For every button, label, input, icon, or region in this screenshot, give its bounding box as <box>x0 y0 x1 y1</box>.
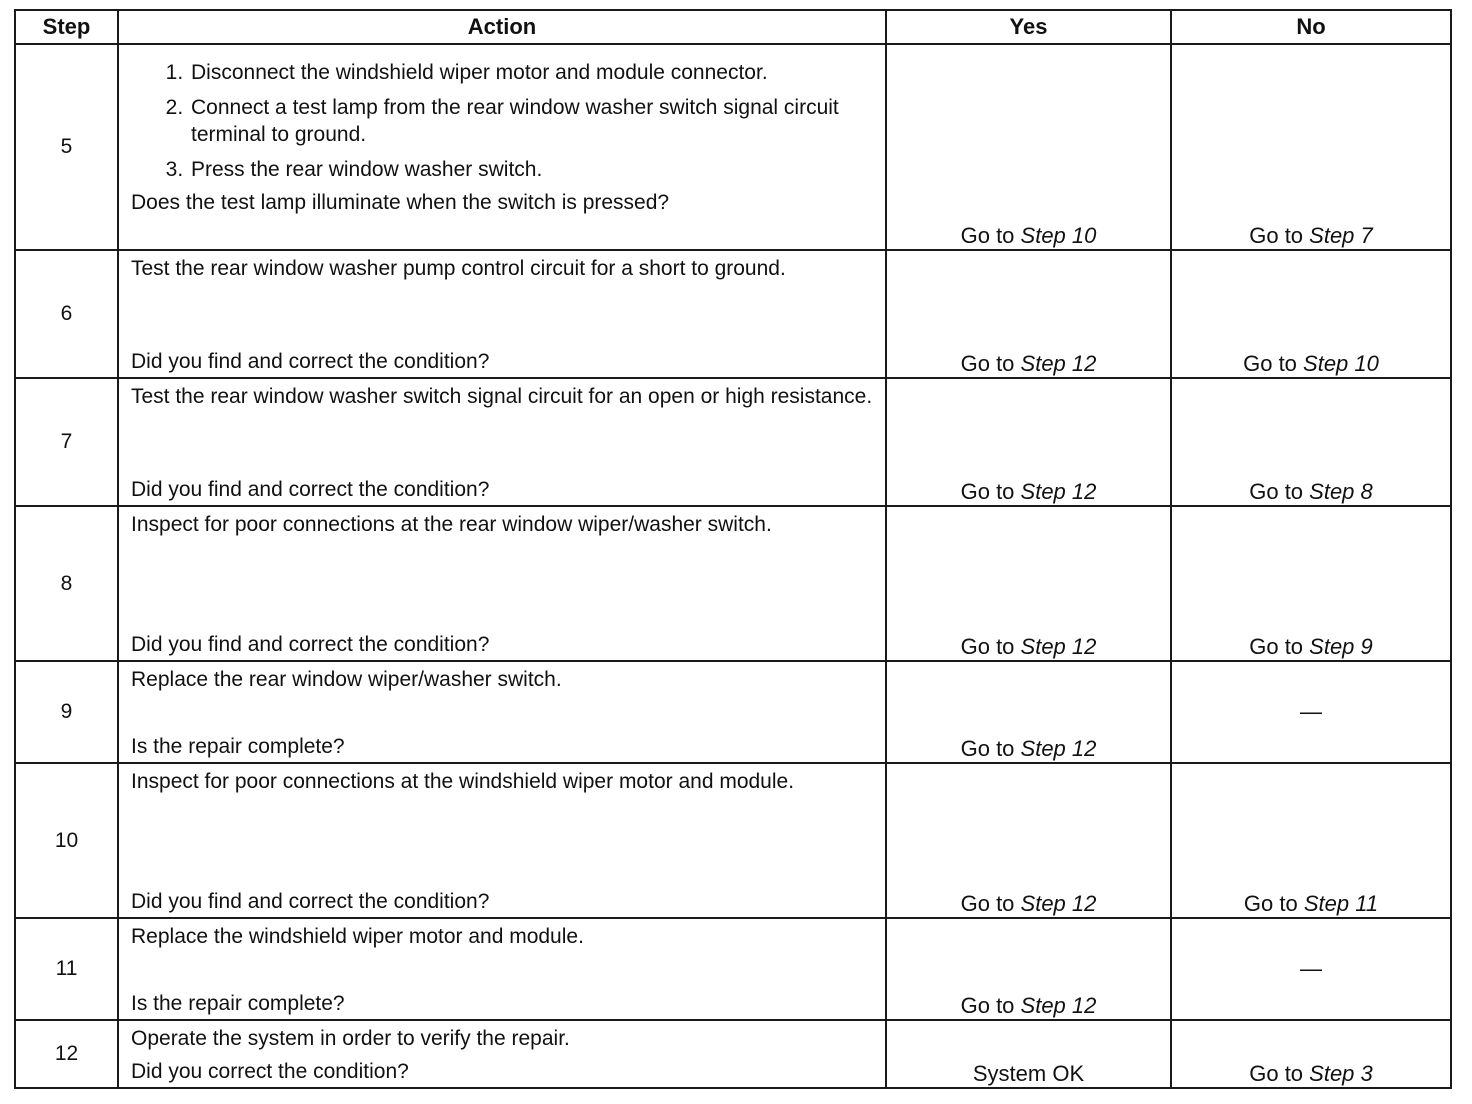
action-cell <box>118 250 886 378</box>
header-yes: Yes <box>886 10 1171 44</box>
action-cell <box>118 44 886 250</box>
no-result <box>1171 250 1451 378</box>
yes-result <box>886 918 1171 1020</box>
yes-result <box>886 763 1171 918</box>
yes-prefix: Go to <box>960 634 1021 659</box>
table-row-step-6 <box>15 250 1451 378</box>
question-text: Did you find and correct the condition? <box>131 890 490 913</box>
yes-result <box>886 378 1171 506</box>
no-step-link: Step 8 <box>1309 479 1373 504</box>
yes-step-link: Step 12 <box>1020 479 1097 504</box>
question-text: Is the repair complete? <box>131 992 345 1015</box>
no-result: — <box>1171 918 1451 1020</box>
no-prefix: Go to <box>1243 891 1304 916</box>
yes-prefix: Go to <box>960 891 1021 916</box>
step-number: 11 <box>15 918 118 1020</box>
no-step-link: Step 9 <box>1309 634 1373 659</box>
header-no: No <box>1171 10 1451 44</box>
question-text: Did you correct the condition? <box>131 1060 409 1083</box>
no-prefix: Go to <box>1243 351 1304 376</box>
action-cell <box>118 763 886 918</box>
header-step: Step <box>15 10 118 44</box>
no-step-link: Step 11 <box>1303 891 1379 916</box>
action-text: Test the rear window washer pump control circuit for a short to ground. <box>131 257 786 280</box>
yes-prefix: Go to <box>960 223 1021 248</box>
question-text: Is the repair complete? <box>131 735 345 758</box>
step-number: 7 <box>15 378 118 506</box>
substep-list <box>131 49 873 189</box>
step-number: 5 <box>15 44 118 250</box>
substep-item: 2. Connect a test lamp from the rear window washer switch signal circuit terminal to ground. <box>189 94 873 148</box>
diagnostic-table <box>14 9 1452 1089</box>
question-text: Did you find and correct the condition? <box>131 478 490 501</box>
action-cell <box>118 506 886 661</box>
step-number: 8 <box>15 506 118 661</box>
step-number: 12 <box>15 1020 118 1088</box>
no-prefix: Go to <box>1249 223 1310 248</box>
action-cell <box>118 378 886 506</box>
yes-result <box>886 661 1171 763</box>
yes-step-link: Step 12 <box>1020 736 1097 761</box>
action-text: Inspect for poor connections at the rear window wiper/washer switch. <box>131 513 772 536</box>
question-text: Did you find and correct the condition? <box>131 350 490 373</box>
action-cell <box>118 661 886 763</box>
table-row-step-12 <box>15 1020 1451 1088</box>
yes-result <box>886 44 1171 250</box>
yes-result <box>886 250 1171 378</box>
table-row-step-7 <box>15 378 1451 506</box>
no-step-link: Step 3 <box>1309 1061 1373 1086</box>
action-cell <box>118 918 886 1020</box>
no-result: — <box>1171 661 1451 763</box>
yes-step-link: Step 12 <box>1020 891 1097 916</box>
question-text: Does the test lamp illuminate when the switch is pressed? <box>131 191 670 214</box>
no-prefix: Go to <box>1249 1061 1310 1086</box>
header-action: Action <box>118 10 886 44</box>
yes-result: System OK <box>886 1020 1171 1088</box>
step-number: 10 <box>15 763 118 918</box>
action-text: Operate the system in order to verify the repair. <box>131 1027 570 1050</box>
yes-prefix: Go to <box>960 736 1021 761</box>
yes-step-link: Step 12 <box>1020 634 1097 659</box>
table-row-step-10 <box>15 763 1451 918</box>
step-number: 6 <box>15 250 118 378</box>
action-text: Test the rear window washer switch signal circuit for an open or high resistance. <box>131 385 873 408</box>
question-text: Did you find and correct the condition? <box>131 633 490 656</box>
table-row-step-8 <box>15 506 1451 661</box>
table-row-step-11 <box>15 918 1451 1020</box>
no-result <box>1171 506 1451 661</box>
step-number: 9 <box>15 661 118 763</box>
no-result <box>1171 763 1451 918</box>
yes-prefix: Go to <box>960 993 1021 1018</box>
no-step-link: Step 10 <box>1303 351 1379 376</box>
action-text: Replace the rear window wiper/washer switch. <box>131 668 562 691</box>
substep-item: 3. Press the rear window washer switch. <box>189 156 873 183</box>
table-row-step-5 <box>15 44 1451 250</box>
yes-step-link: Step 12 <box>1020 993 1097 1018</box>
yes-step-link: Step 10 <box>1020 223 1097 248</box>
yes-prefix: Go to <box>960 479 1021 504</box>
yes-result <box>886 506 1171 661</box>
no-result <box>1171 378 1451 506</box>
yes-prefix: Go to <box>960 351 1021 376</box>
no-result <box>1171 1020 1451 1088</box>
no-prefix: Go to <box>1249 479 1310 504</box>
action-text: Inspect for poor connections at the windshield wiper motor and module. <box>131 770 795 793</box>
substep-item: 1. Disconnect the windshield wiper motor and module connector. <box>189 59 873 86</box>
table-row-step-9 <box>15 661 1451 763</box>
no-result <box>1171 44 1451 250</box>
no-step-link: Step 7 <box>1309 223 1373 248</box>
action-cell <box>118 1020 886 1088</box>
yes-step-link: Step 12 <box>1020 351 1097 376</box>
action-text: Replace the windshield wiper motor and module. <box>131 925 584 948</box>
header-row <box>15 10 1451 44</box>
no-prefix: Go to <box>1249 634 1310 659</box>
